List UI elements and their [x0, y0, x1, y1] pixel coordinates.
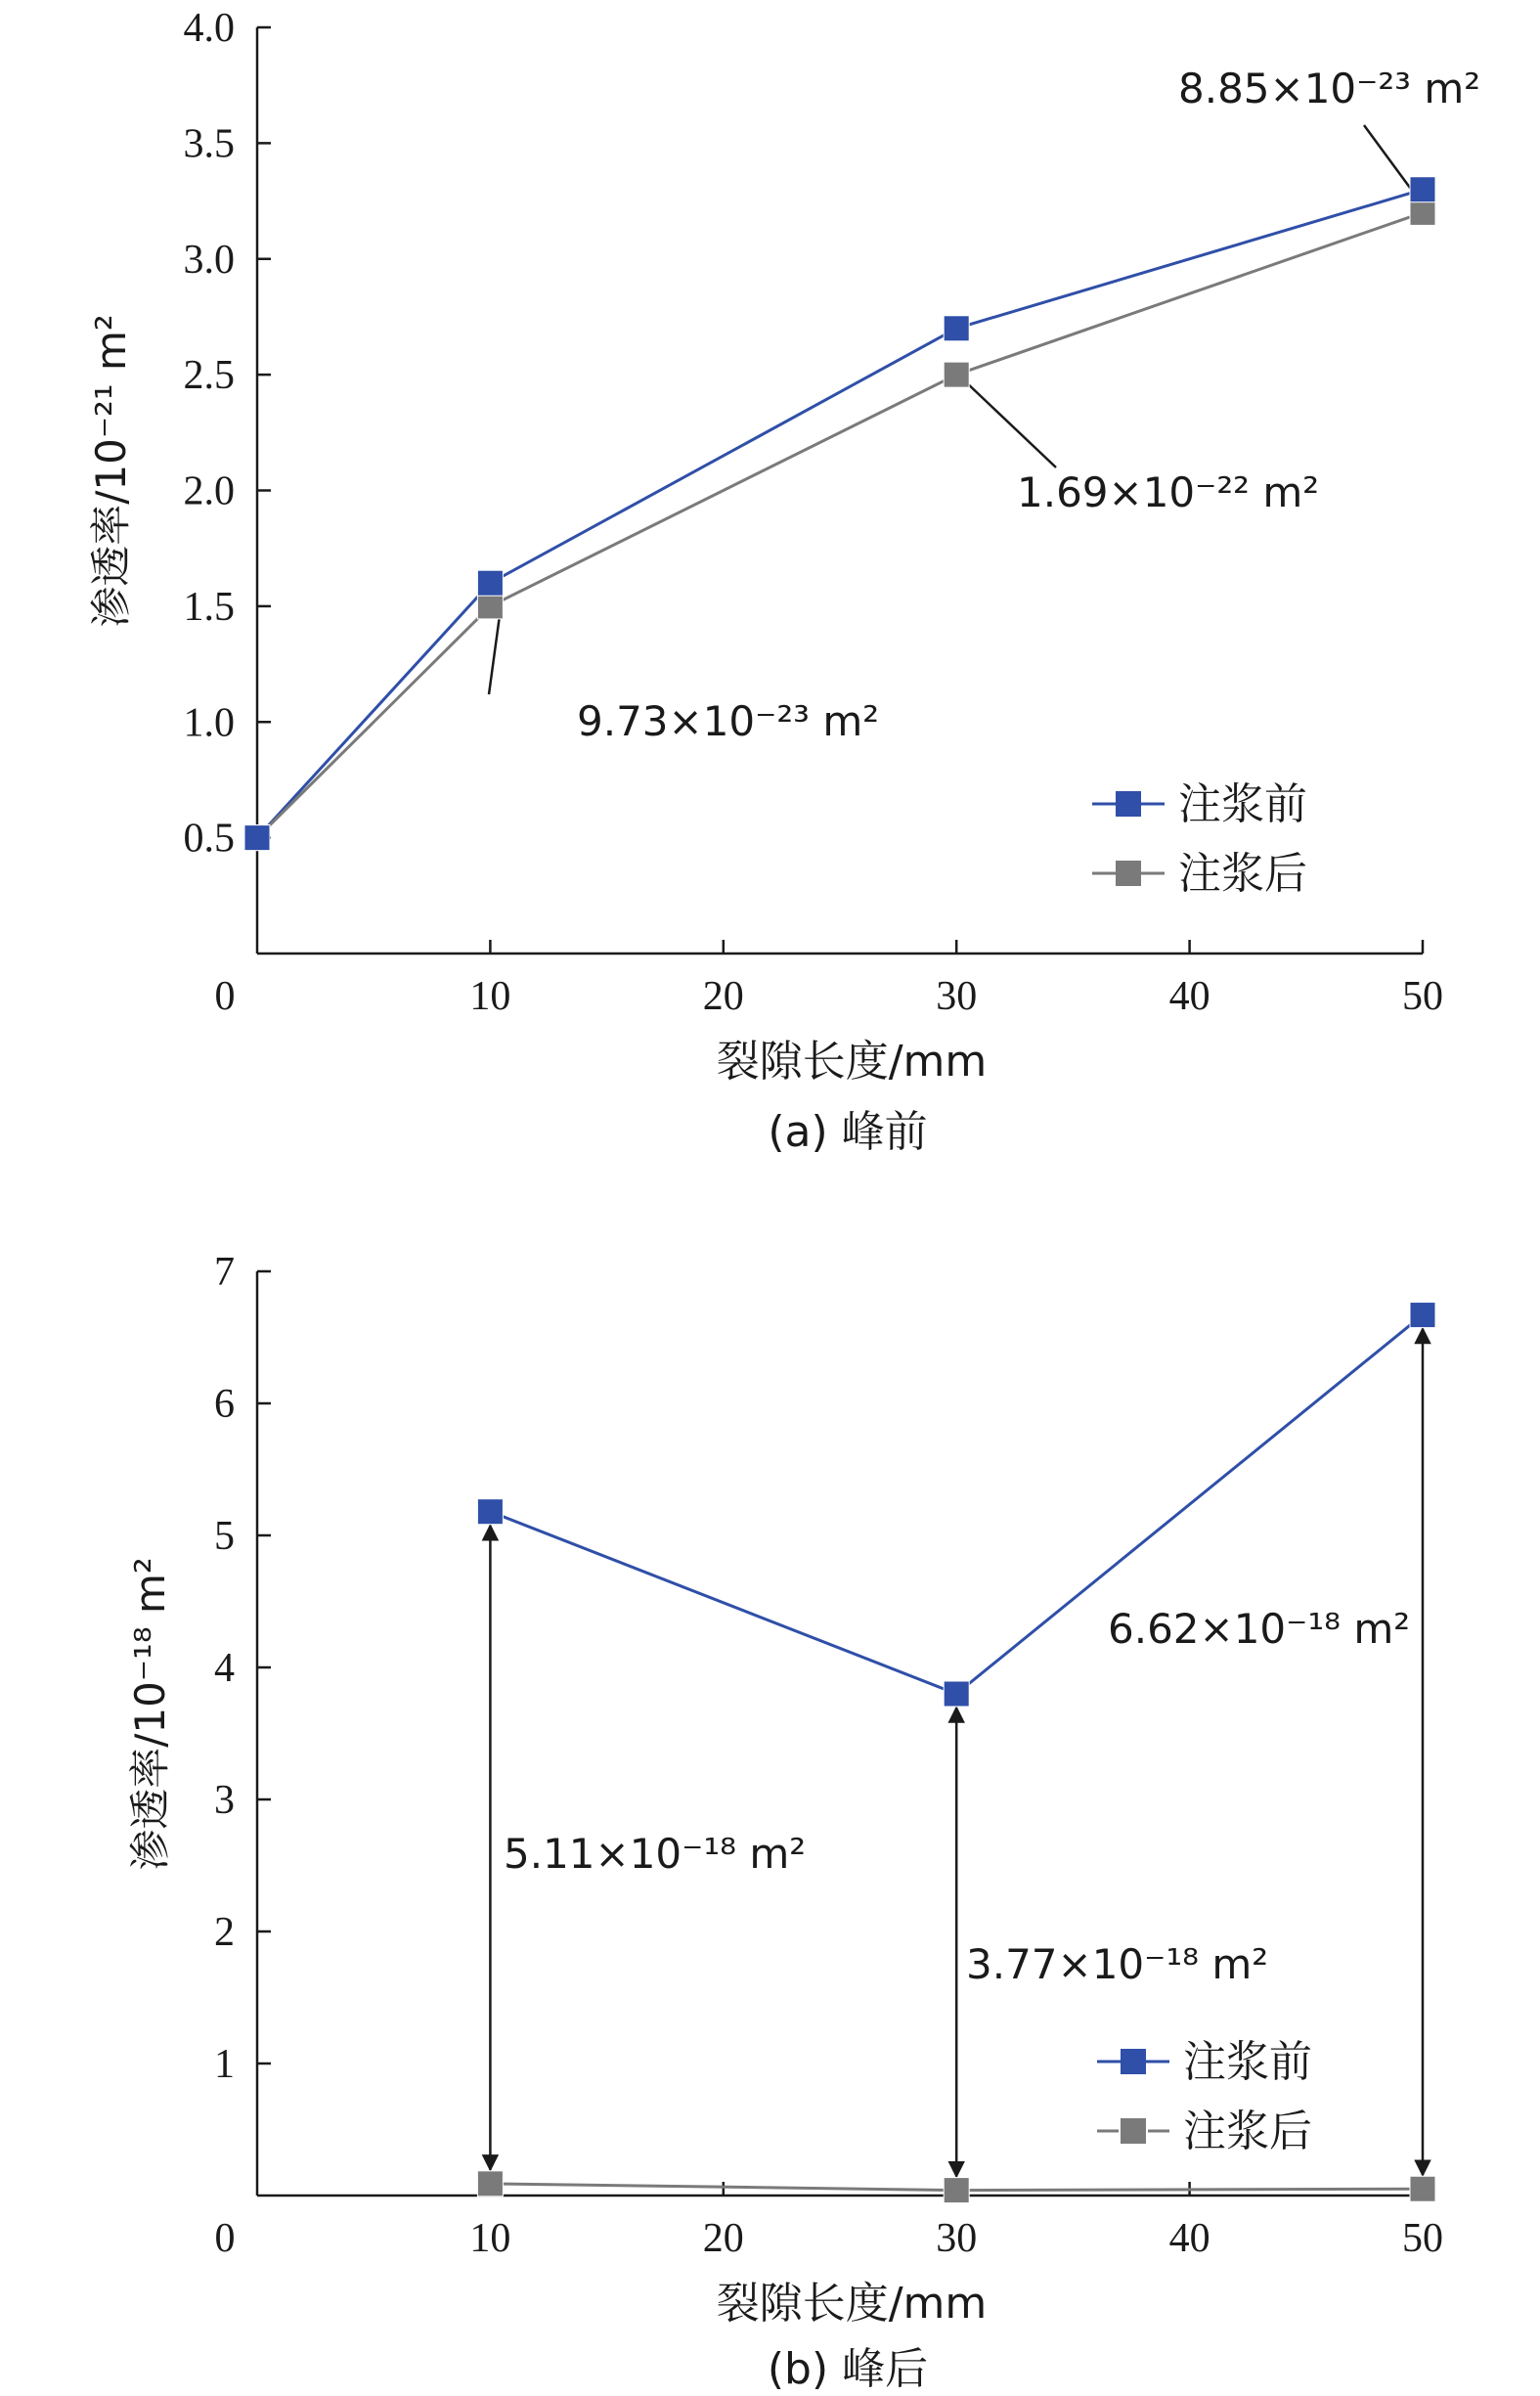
data-point	[477, 594, 503, 619]
x-tick-label: 40	[1168, 974, 1210, 1019]
chart-panel-a	[87, 6, 1480, 1157]
y-tick-label: 0.5	[183, 816, 235, 862]
x-tick-label: 50	[1402, 974, 1443, 1019]
y-axis-label: 渗透率/10⁻²¹ m²	[87, 314, 135, 628]
legend-marker	[1121, 2118, 1146, 2144]
data-point	[477, 2171, 503, 2196]
annotation-leader	[963, 379, 1056, 467]
x-tick-label: 20	[702, 974, 744, 1019]
x-tick-label: 20	[702, 2216, 744, 2261]
y-tick-label: 4	[214, 1646, 235, 1691]
data-point	[244, 825, 270, 851]
y-tick-label: 5	[214, 1514, 235, 1559]
data-point	[1410, 1303, 1435, 1328]
x-tick-label: 40	[1168, 2216, 1210, 2261]
x-axis-label: 裂隙长度/mm	[716, 1037, 988, 1087]
data-point	[944, 2178, 969, 2203]
panel-caption: (b) 峰后	[767, 2344, 929, 2394]
data-point	[477, 570, 503, 596]
y-tick-label: 1	[214, 2042, 235, 2087]
data-point	[1410, 2176, 1435, 2201]
annotation-label: 5.11×10⁻¹⁸ m²	[504, 1830, 807, 1878]
y-tick-label: 2.0	[183, 468, 235, 514]
y-tick-label: 3	[214, 1778, 235, 1823]
data-point	[1410, 200, 1435, 225]
legend-marker	[1116, 791, 1141, 817]
panel-caption: (a) 峰前	[768, 1107, 928, 1157]
data-point	[944, 316, 969, 341]
x-axis-label: 裂隙长度/mm	[716, 2279, 988, 2329]
y-tick-label: 1.5	[183, 584, 235, 630]
y-tick-label: 2	[214, 1910, 235, 1955]
annotation-label: 6.62×10⁻¹⁸ m²	[1108, 1605, 1411, 1653]
legend-label: 注浆后	[1183, 2107, 1312, 2156]
x-tick-label: 10	[469, 974, 511, 1019]
data-point	[944, 1681, 969, 1707]
x-tick-label: 50	[1402, 2216, 1443, 2261]
annotation-label: 1.69×10⁻²² m²	[1017, 468, 1320, 516]
y-tick-label: 7	[214, 1250, 235, 1295]
data-point	[1410, 177, 1435, 202]
x-tick-label: 30	[936, 974, 978, 1019]
legend-marker	[1121, 2049, 1146, 2074]
annotation-label: 3.77×10⁻¹⁸ m²	[966, 1940, 1269, 1988]
annotation-leader	[489, 608, 501, 694]
y-tick-label: 3.5	[183, 121, 235, 167]
data-point	[477, 1499, 503, 1525]
annotation-label: 9.73×10⁻²³ m²	[577, 697, 880, 745]
annotation-label: 8.85×10⁻²³ m²	[1178, 65, 1481, 112]
y-tick-label: 1.0	[183, 700, 235, 746]
x-tick-label: 0	[214, 974, 236, 1019]
legend-label: 注浆前	[1178, 779, 1307, 829]
legend-marker	[1116, 861, 1141, 886]
y-tick-label: 4.0	[183, 6, 235, 51]
y-tick-label: 2.5	[183, 353, 235, 399]
y-tick-label: 6	[214, 1382, 235, 1427]
x-tick-label: 30	[936, 2216, 978, 2261]
x-tick-label: 0	[214, 2216, 236, 2261]
annotation-leader	[1364, 125, 1413, 192]
chart-panel-b	[126, 1250, 1443, 2394]
data-point	[944, 362, 969, 387]
x-tick-label: 10	[469, 2216, 511, 2261]
legend-label: 注浆后	[1178, 849, 1307, 899]
legend-label: 注浆前	[1183, 2037, 1312, 2087]
y-axis-label: 渗透率/10⁻¹⁸ m²	[126, 1557, 174, 1871]
y-tick-label: 3.0	[183, 237, 235, 283]
